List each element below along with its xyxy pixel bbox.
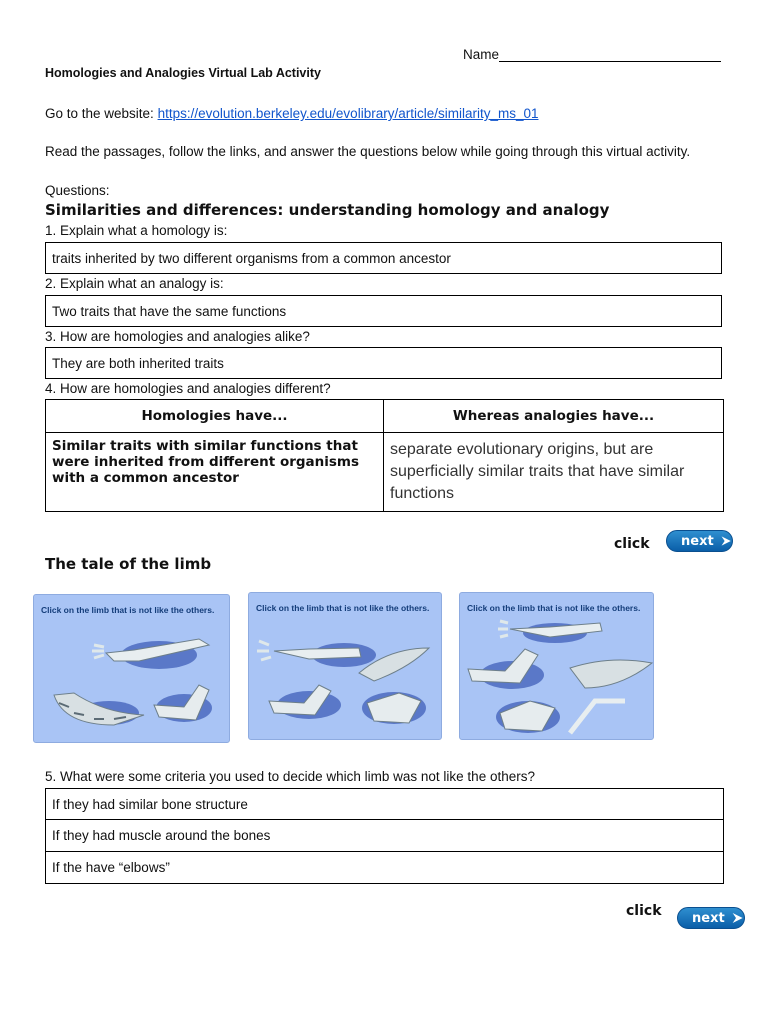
- website-link[interactable]: https://evolution.berkeley.edu/evolibrary/article/similarity_ms_01: [157, 106, 539, 121]
- answer-3-box[interactable]: [45, 347, 722, 379]
- table-header-homologies: Homologies have...: [46, 400, 384, 433]
- answer-2-box[interactable]: [45, 295, 722, 327]
- click-label-1: click: [614, 536, 650, 552]
- name-field[interactable]: [463, 47, 721, 62]
- click-label-2: click: [626, 903, 662, 919]
- criteria-text-3: If the have “elbows”: [52, 860, 170, 875]
- question-5: 5. What were some criteria you used to decide which limb was not like the others?: [45, 769, 535, 784]
- next-button-1-label: next: [681, 533, 714, 549]
- table-cell-analogies[interactable]: separate evolutionary origins, but are superficially similar traits that have similar functions: [384, 433, 724, 512]
- section-heading-limb: The tale of the limb: [45, 555, 212, 573]
- table-header-analogies: Whereas analogies have...: [384, 400, 724, 433]
- limb-panel-1[interactable]: [33, 594, 230, 743]
- limb-panel-3-caption: Click on the limb that is not like the others.: [467, 603, 641, 613]
- limb-panel-1-caption: Click on the limb that is not like the others.: [41, 605, 215, 615]
- next-button-2[interactable]: [677, 907, 745, 929]
- answer-1-box[interactable]: [45, 242, 722, 274]
- limb-panel-2[interactable]: [248, 592, 442, 740]
- limb-illustration-1: [34, 595, 229, 742]
- answer-1-text: traits inherited by two different organisms from a common ancestor: [52, 250, 451, 266]
- question-1: 1. Explain what a homology is:: [45, 223, 228, 238]
- answer-2-text: Two traits that have the same functions: [52, 303, 287, 319]
- document-title: Homologies and Analogies Virtual Lab Activity: [45, 66, 321, 80]
- section-heading-similarities: Similarities and differences: understanding homology and analogy: [45, 201, 610, 219]
- answer-3-text: They are both inherited traits: [52, 355, 224, 371]
- name-blank[interactable]: [499, 47, 721, 62]
- arrow-right-icon: [720, 534, 732, 548]
- instructions-text: Read the passages, follow the links, and answer the questions below while going through this virtual activity.: [45, 144, 691, 159]
- question-4: 4. How are homologies and analogies different?: [45, 381, 331, 396]
- limb-panel-3[interactable]: [459, 592, 654, 740]
- name-label: Name: [463, 47, 500, 62]
- criteria-row-3[interactable]: [45, 852, 724, 884]
- limb-panel-2-caption: Click on the limb that is not like the others.: [256, 603, 430, 613]
- criteria-row-2[interactable]: [45, 820, 724, 852]
- criteria-row-1[interactable]: [45, 788, 724, 820]
- criteria-text-2: If they had muscle around the bones: [52, 828, 271, 843]
- arrow-right-icon: [731, 911, 744, 925]
- question-2: 2. Explain what an analogy is:: [45, 276, 224, 291]
- criteria-text-1: If they had similar bone structure: [52, 796, 248, 812]
- question-3: 3. How are homologies and analogies alike?: [45, 329, 310, 344]
- next-button-2-label: next: [692, 910, 725, 926]
- website-prefix: Go to the website:: [45, 106, 158, 121]
- comparison-table: [45, 399, 724, 512]
- limb-illustration-2: [249, 593, 441, 739]
- website-line: [45, 106, 538, 121]
- next-button-1[interactable]: [666, 530, 733, 552]
- questions-label: Questions:: [45, 183, 110, 198]
- table-cell-homologies[interactable]: Similar traits with similar functions that were inherited from different organisms with a common ancestor: [46, 433, 384, 512]
- limb-illustration-3: [460, 593, 653, 739]
